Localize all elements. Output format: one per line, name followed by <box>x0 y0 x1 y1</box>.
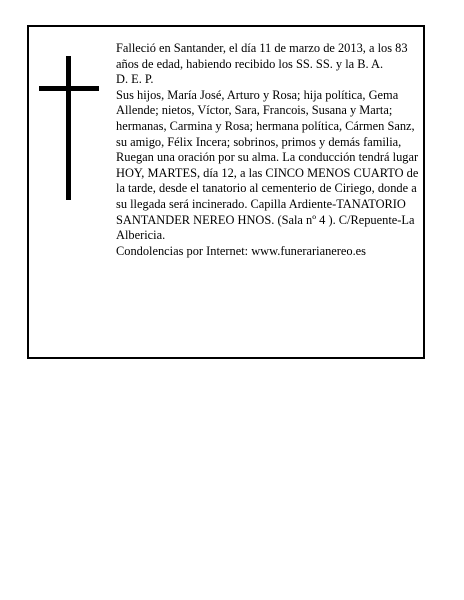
notice-text <box>116 41 422 259</box>
latin-cross-icon <box>39 56 99 200</box>
obituary-notice <box>27 25 425 359</box>
funeral-details: Ruegan una oración por su alma. La conducción tendrá lugar HOY, MARTES, día 12, a las CINCO MENOS CUARTO de la tarde, desde el tanatorio al cementerio de Ciriego, donde a su llegada será incinerado. Capilla Ardiente-TANATORIO SANTANDER NEREO HNOS. (Sala nº 4 ). C/Repuente-La Albericia. <box>116 150 419 243</box>
family-list: Sus hijos, María José, Arturo y Rosa; hija política, Gema Allende; nietos, Víctor, Sara, Francois, Susana y Marta; hermanas, Carmina y Rosa; hermana política, Cármen Sanz, su amigo, Félix Incera; sobrinos, primos y demás familia, <box>116 87 415 149</box>
cross-vertical-bar <box>66 56 71 200</box>
cross-horizontal-bar <box>39 86 99 91</box>
death-announcement: Falleció en Santander, el día 11 de marzo de 2013, a los 83 años de edad, habiendo recibido los SS. SS. y la B. A. <box>116 41 408 71</box>
online-condolences: Condolencias por Internet: www.funerarianereo.es <box>116 243 367 258</box>
rest-in-peace: D. E. P. <box>116 72 154 87</box>
